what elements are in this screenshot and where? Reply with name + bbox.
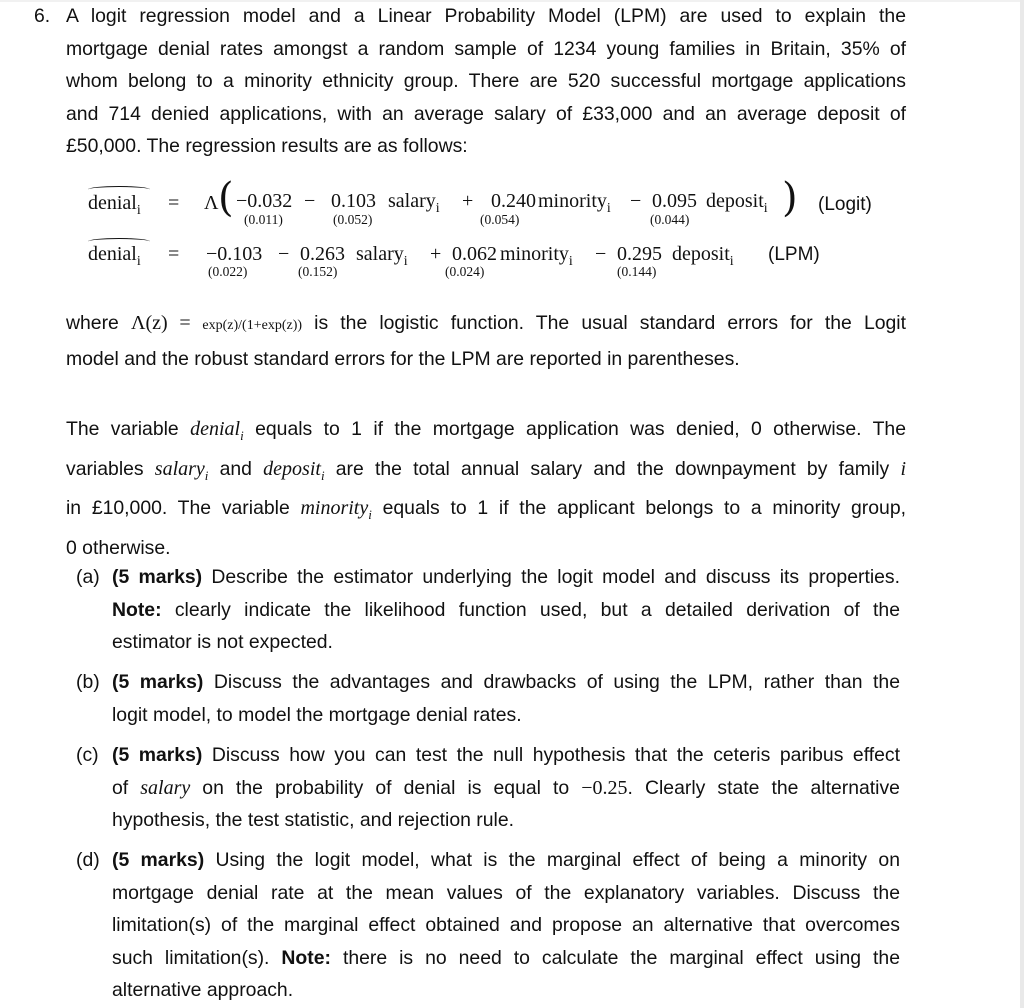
logit-coef-salary: 0.103 — [331, 190, 376, 212]
intro-line: and 714 denied applications, with an average salary of £33,000 and an average deposit of — [66, 102, 906, 125]
se-deposit: (0.044) — [650, 212, 690, 227]
se-intercept: (0.011) — [244, 212, 283, 227]
variables-line: 0 otherwise. — [66, 536, 171, 559]
intro-line: whom belong to a minority ethnicity group. There are 520 successful mortgage applications — [66, 70, 906, 92]
variables-line — [66, 413, 906, 453]
logistic-fraction: exp(z)/(1+exp(z)) — [202, 318, 303, 333]
logit-var-minority: minority$_i$ — [538, 190, 611, 216]
text-run: Describe the estimator underlying the logit model and discuss its properties. — [202, 566, 901, 588]
logit-op: − — [304, 190, 316, 212]
part-line — [112, 844, 900, 877]
lpm-op: − — [278, 243, 290, 265]
se-salary: (0.052) — [333, 212, 373, 227]
se-minority: (0.054) — [480, 212, 520, 227]
equals-sign: = — [168, 243, 180, 265]
text-run: variables — [66, 457, 155, 480]
intro-line: mortgage denial rates amongst a random sample of 1234 young families in Britain, 35% of — [66, 37, 906, 60]
math-var: salary$_i$ — [154, 457, 209, 483]
part-line — [112, 561, 900, 594]
part-line — [112, 942, 900, 975]
text-run: in £10,000. The variable — [66, 497, 301, 519]
text-run: Discuss the advantages and drawbacks of using the LPM, rather than the — [203, 671, 900, 693]
math-var: deposit$_i$ — [263, 457, 325, 483]
text-run: equals to 1 if the mortgage application was denied, 0 otherwise. The — [243, 418, 906, 440]
text-run: The variable — [66, 418, 191, 440]
note-label: Note: — [112, 598, 162, 621]
logit-op: + — [462, 190, 474, 212]
lhs-var: denial — [88, 243, 137, 265]
marks-label: (5 marks) — [112, 744, 203, 766]
var-name: salary — [388, 190, 436, 212]
lpm-lhs — [88, 243, 141, 270]
se-minority: (0.024) — [445, 264, 485, 279]
lpm-op: − — [595, 243, 607, 265]
text-run: clearly indicate the likelihood function used, but a detailed derivation of the — [161, 598, 900, 621]
lpm-coef-minority: 0.062 — [452, 243, 497, 265]
marks-label: (5 marks) — [112, 671, 204, 693]
var-name: minority — [300, 497, 369, 519]
part-label: (c) — [76, 744, 99, 766]
var-name: minority — [500, 243, 569, 265]
var-name: deposit — [672, 243, 730, 265]
scrollbar-edge — [1020, 0, 1024, 1008]
part-body — [112, 844, 900, 1007]
part-line — [112, 594, 900, 627]
part-label: (a) — [76, 566, 100, 588]
text-run: on the probability of denial is equal to — [190, 776, 582, 799]
text-run: of — [112, 776, 141, 799]
var-name: denial — [190, 418, 241, 440]
lhs-sub: i — [136, 254, 141, 269]
logit-op: − — [630, 190, 642, 212]
part-body — [112, 561, 900, 659]
lpm-coef-deposit: 0.295 — [617, 243, 662, 265]
lpm-op: + — [430, 243, 442, 265]
var-name: deposit — [263, 457, 321, 480]
lambda-definition: Λ(z) = — [130, 312, 203, 334]
note-label: Note: — [281, 946, 331, 969]
part-line — [112, 666, 900, 699]
logit-coef-minority: 0.240 — [491, 190, 536, 212]
math-var: salary — [140, 776, 191, 799]
math-var: minority$_i$ — [300, 497, 372, 522]
variables-line — [66, 453, 906, 493]
logit-var-salary: salary$_i$ — [388, 190, 440, 216]
part-body — [112, 739, 900, 837]
lpm-intercept: −0.103 — [206, 243, 263, 265]
question-number: 6. — [34, 5, 51, 27]
logit-var-deposit: deposit$_i$ — [706, 190, 768, 216]
part-line: mortgage denial rate at the mean values of the explanatory variables. Discuss the — [112, 881, 900, 904]
part-line — [112, 772, 900, 805]
intro-line: A logit regression model and a Linear Probability Model (LPM) are used to explain the — [66, 5, 906, 27]
part-line: alternative approach. — [112, 979, 294, 1001]
where-word: where — [66, 312, 119, 334]
marks-label: (5 marks) — [112, 849, 205, 871]
part-label: (b) — [76, 671, 100, 693]
variables-paragraph — [66, 413, 906, 564]
var-name: deposit — [706, 190, 764, 212]
lpm-var-deposit: deposit$_i$ — [672, 243, 734, 269]
logit-lhs — [88, 192, 141, 219]
se-intercept: (0.022) — [208, 264, 248, 279]
part-line: hypothesis, the test statistic, and rejection rule. — [112, 809, 515, 831]
part-line: estimator is not expected. — [112, 631, 333, 653]
math-var: denial$_i$ — [190, 418, 244, 443]
left-paren: ( — [218, 175, 234, 221]
text-run: are the total annual salary and the downpayment by family — [324, 457, 901, 480]
lpm-coef-salary: 0.263 — [300, 243, 345, 265]
se-deposit: (0.144) — [617, 264, 657, 279]
intro-line: £50,000. The regression results are as follows: — [66, 135, 468, 157]
part-label: (d) — [76, 849, 100, 871]
logit-tag: (Logit) — [818, 194, 872, 215]
lpm-tag: (LPM) — [768, 244, 820, 265]
marks-label: (5 marks) — [112, 566, 203, 588]
part-line: limitation(s) of the marginal effect obtained and propose an alternative that overcomes — [112, 914, 900, 936]
part-line — [112, 739, 900, 772]
where-line: model and the robust standard errors for the LPM are reported in parentheses. — [66, 347, 740, 370]
lhs-sub: i — [136, 203, 141, 218]
var-name: minority — [538, 190, 607, 212]
part-body — [112, 666, 900, 731]
lpm-var-salary: salary$_i$ — [356, 243, 408, 269]
logit-coef-deposit: 0.095 — [652, 190, 697, 212]
var-name: salary — [356, 243, 404, 265]
math-var: i — [900, 457, 906, 480]
lhs-var: denial — [88, 192, 137, 214]
text-run: and — [208, 457, 264, 480]
text-run: equals to 1 if the applicant belongs to a minority group, — [371, 497, 906, 519]
variables-line — [66, 492, 906, 532]
math-value: −0.25 — [581, 776, 628, 799]
text-run: such limitation(s). — [112, 946, 282, 969]
where-rest: is the logistic function. The usual standard errors for the Logit — [302, 312, 906, 334]
text-run: Discuss how you can test the null hypothesis that the ceteris paribus effect — [202, 744, 900, 766]
logit-intercept: −0.032 — [236, 190, 293, 212]
where-line — [66, 307, 906, 343]
text-run: . Clearly state the alternative — [627, 776, 900, 799]
equals-sign: = — [168, 192, 180, 214]
part-line: logit model, to model the mortgage denial rates. — [112, 703, 522, 726]
text-run: there is no need to calculate the marginal effect using the — [330, 946, 900, 969]
question-intro — [34, 0, 906, 163]
lpm-var-minority: minority$_i$ — [500, 243, 573, 269]
right-paren: ) — [782, 175, 798, 221]
text-run: Using the logit model, what is the marginal effect of being a minority on — [204, 849, 900, 871]
where-paragraph — [66, 307, 906, 375]
se-salary: (0.152) — [298, 264, 338, 279]
lambda-symbol: Λ — [204, 192, 219, 214]
var-name: salary — [154, 457, 205, 480]
